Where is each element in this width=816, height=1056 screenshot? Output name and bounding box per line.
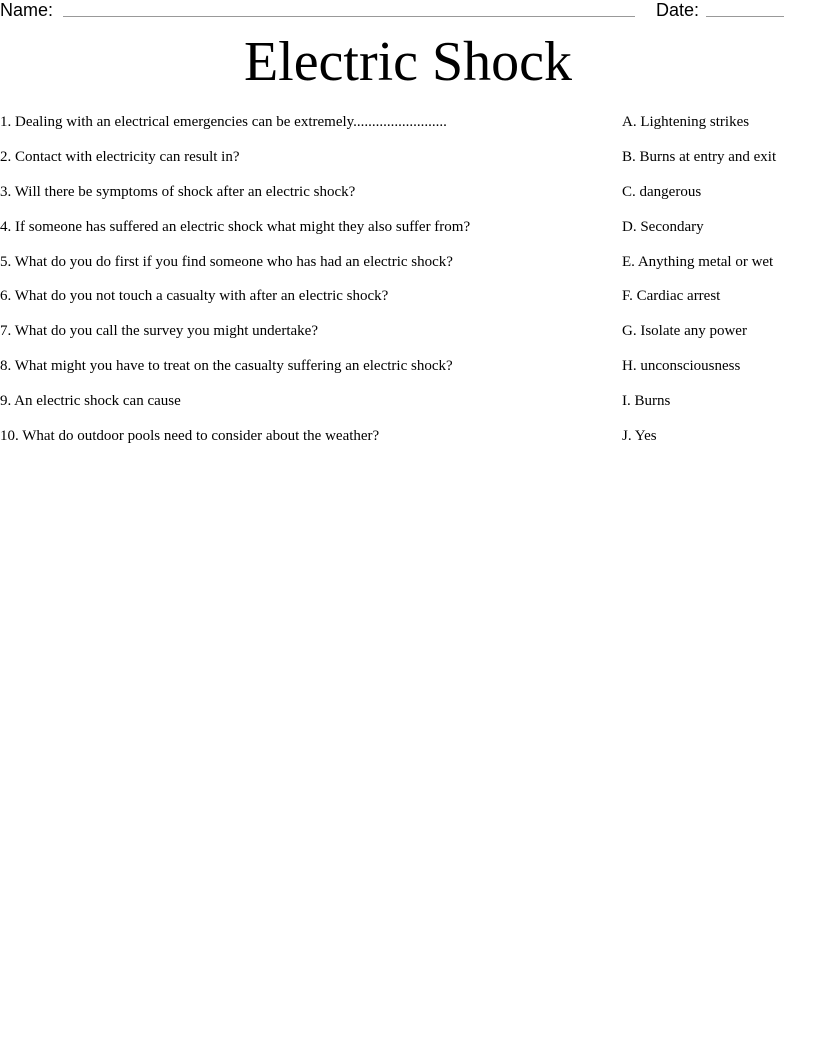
question-text: 10. What do outdoor pools need to consider about the weather?	[0, 428, 380, 445]
date-blank-line	[706, 16, 784, 17]
list-item	[0, 288, 816, 323]
worksheet-header	[0, 0, 816, 24]
question-text: 2. Contact with electricity can result in?	[0, 148, 240, 165]
answer-option: H. unconsciousness	[622, 358, 741, 375]
date-label: Date:	[656, 0, 700, 20]
list-item	[0, 393, 816, 428]
matching-list	[0, 114, 816, 463]
page-title: Electric Shock	[243, 31, 573, 93]
question-text: 9. An electric shock can cause	[0, 393, 181, 410]
answer-option: G. Isolate any power	[622, 323, 747, 340]
list-item	[0, 219, 816, 254]
answer-option: D. Secondary	[622, 218, 704, 235]
list-item	[0, 114, 816, 149]
answer-option: E. Anything metal or wet	[622, 253, 774, 270]
question-text: 8. What might you have to treat on the casualty suffering an electric shock?	[0, 358, 453, 375]
list-item	[0, 358, 816, 393]
answer-option: C. dangerous	[622, 183, 702, 200]
question-text: 5. What do you do first if you find someone who has had an electric shock?	[0, 253, 453, 270]
answer-option: F. Cardiac arrest	[622, 288, 721, 305]
question-text: 7. What do you call the survey you might undertake?	[0, 323, 318, 340]
answer-option: J. Yes	[622, 428, 657, 445]
list-item	[0, 149, 816, 184]
question-text: 1. Dealing with an electrical emergencies can be extremely.........................	[0, 114, 447, 130]
question-text: 6. What do you not touch a casualty with after an electric shock?	[0, 288, 389, 305]
question-text: 4. If someone has suffered an electric shock what might they also suffer from?	[0, 218, 471, 235]
answer-option: B. Burns at entry and exit	[622, 148, 777, 165]
list-item	[0, 323, 816, 358]
name-label: Name:	[0, 0, 54, 20]
list-item	[0, 428, 816, 463]
answer-option: A. Lightening strikes	[622, 114, 750, 130]
answer-option: I. Burns	[622, 393, 671, 410]
question-text: 3. Will there be symptoms of shock after an electric shock?	[0, 183, 356, 200]
name-blank-line	[63, 16, 635, 17]
list-item	[0, 184, 816, 219]
list-item	[0, 254, 816, 289]
